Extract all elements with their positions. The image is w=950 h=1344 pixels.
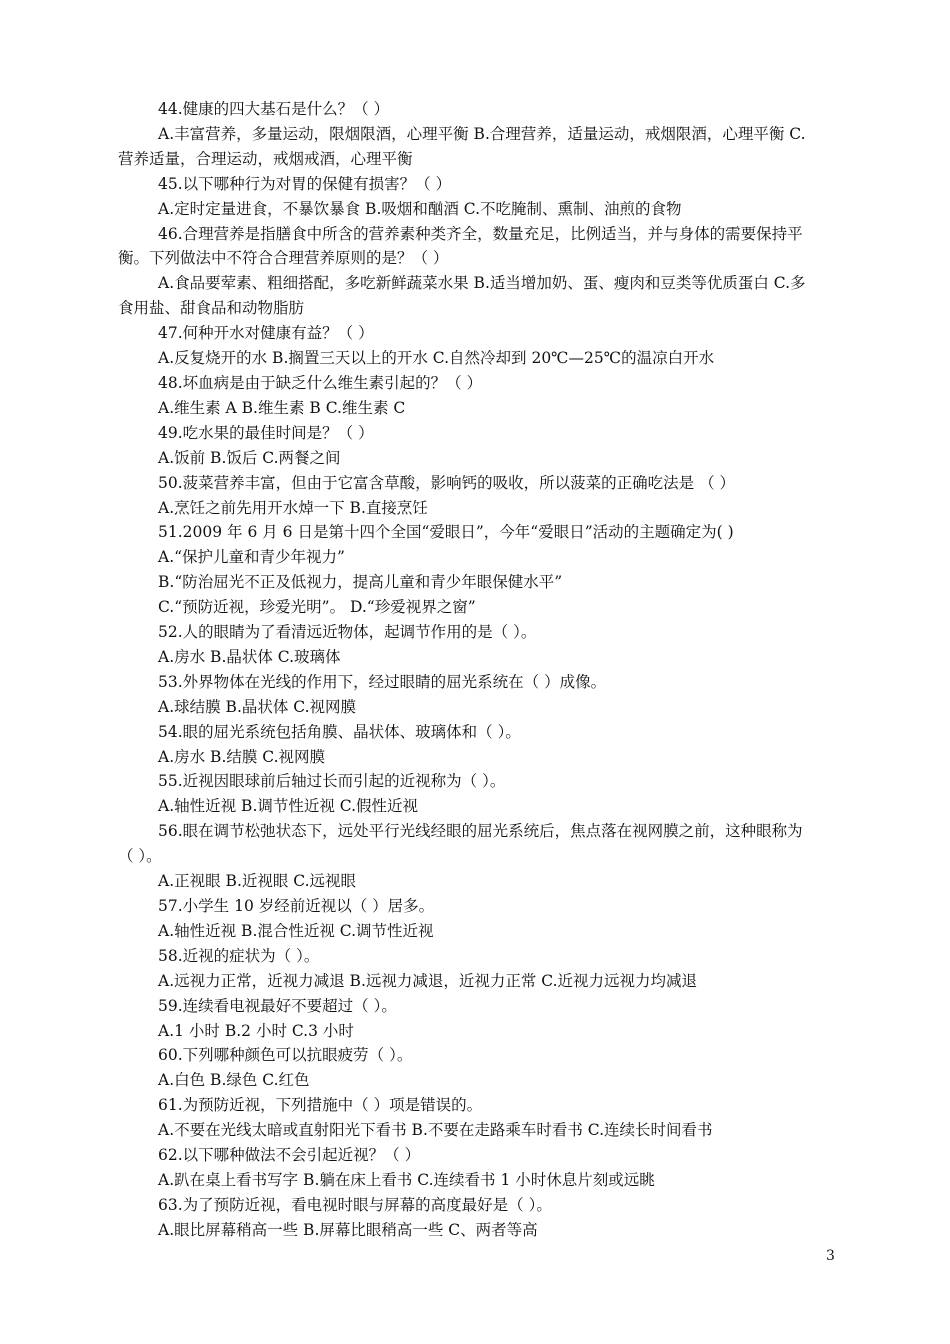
question-line: 44.健康的四大基石是什么？（ ） <box>158 100 390 118</box>
options-line: A.轴性近视 B.混合性近视 C.调节性近视 <box>158 921 434 940</box>
question-line: 58.近视的症状为（ ）。 <box>158 946 320 965</box>
question-line: 57.小学生 10 岁经前近视以（ ）居多。 <box>158 897 435 915</box>
question-line: 61.为预防近视，下列措施中（ ）项是错误的。 <box>158 1096 483 1115</box>
options-line: A.趴在桌上看书写字 B.躺在床上看书 C.连续看书 1 小时休息片刻或远眺 <box>158 1170 655 1189</box>
options-line: A.球结膜 B.晶状体 C.视网膜 <box>158 697 357 716</box>
question-line: 59.连续看电视最好不要超过（ ）。 <box>158 996 397 1015</box>
options-line: A.轴性近视 B.调节性近视 C.假性近视 <box>158 797 419 816</box>
options-line: A.1 小时 B.2 小时 C.3 小时 <box>158 1021 354 1040</box>
options-line: A.维生素 A B.维生素 B C.维生素 C <box>158 398 406 417</box>
continuation-line: （ ）。 <box>118 847 162 866</box>
options-line: A.眼比屏幕稍高一些 B.屏幕比眼稍高一些 C、两者等高 <box>158 1220 538 1239</box>
options-line: A.饭前 B.饭后 C.两餐之间 <box>158 448 341 467</box>
options-line: A.房水 B.结膜 C.视网膜 <box>158 747 326 766</box>
options-line: A.白色 B.绿色 C.红色 <box>158 1071 310 1090</box>
question-line: 46.合理营养是指膳食中所含的营养素种类齐全，数量充足，比例适当，并与身体的需要保持平 <box>158 224 803 243</box>
question-line: 47.何种开水对健康有益？（ ） <box>158 324 374 343</box>
page-number: 3 <box>826 1248 835 1264</box>
question-line: 62.以下哪种做法不会引起近视？（ ） <box>158 1146 421 1165</box>
options-line: C.“预防近视，珍爱光明”。 D.“珍爱视界之窗” <box>158 598 476 617</box>
question-line: 56.眼在调节松弛状态下，远处平行光线经眼的屈光系统后，焦点落在视网膜之前，这种眼称为 <box>158 822 803 841</box>
options-line: A.“保护儿童和青少年视力” <box>158 548 345 567</box>
options-line: A.房水 B.晶状体 C.玻璃体 <box>158 647 341 666</box>
continuation-line: 营养适量，合理运动，戒烟戒酒，心理平衡 <box>118 149 413 168</box>
question-line: 55.近视因眼球前后轴过长而引起的近视称为（ ）。 <box>158 772 506 791</box>
continuation-line: 食用盐、甜食品和动物脂肪 <box>118 299 305 318</box>
question-line: 51.2009 年 6 月 6 日是第十四个全国“爱眼日”，今年“爱眼日”活动的主题确定为( ) <box>158 523 734 542</box>
question-line: 52.人的眼睛为了看清远近物体，起调节作用的是（ ）。 <box>158 623 537 642</box>
question-list <box>118 97 844 1243</box>
question-line: 48.坏血病是由于缺乏什么维生素引起的？（ ） <box>158 373 483 392</box>
options-line: A.食品要荤素、粗细搭配，多吃新鲜蔬菜水果 B.适当增加奶、蛋、瘦肉和豆类等优质蛋白 C.多 <box>158 274 806 293</box>
options-line: A.丰富营养，多量运动，限烟限酒，心理平衡 B.合理营养，适量运动，戒烟限酒，心理平衡 C. <box>158 124 806 143</box>
options-line: A.正视眼 B.近视眼 C.远视眼 <box>158 872 357 891</box>
question-line: 50.菠菜营养丰富，但由于它富含草酸，影响钙的吸收，所以菠菜的正确吃法是 （ ） <box>158 473 736 492</box>
question-line: 53.外界物体在光线的作用下，经过眼睛的屈光系统在（ ）成像。 <box>158 672 607 691</box>
options-line: A.烹饪之前先用开水焯一下 B.直接烹饪 <box>158 498 428 517</box>
options-line: B.“防治屈光不正及低视力，提高儿童和青少年眼保健水平” <box>158 573 563 592</box>
question-line: 45.以下哪种行为对胃的保健有损害？（ ） <box>158 174 452 193</box>
question-line: 49.吃水果的最佳时间是？（ ） <box>158 423 374 442</box>
question-line: 63.为了预防近视，看电视时眼与屏幕的高度最好是（ ）。 <box>158 1195 552 1214</box>
question-line: 54.眼的屈光系统包括角膜、晶状体、玻璃体和（ ）。 <box>158 722 521 741</box>
options-line: A.不要在光线太暗或直射阳光下看书 B.不要在走路乘车时看书 C.连续长时间看书 <box>158 1121 713 1140</box>
options-line: A.定时定量进食，不暴饮暴食 B.吸烟和酗酒 C.不吃腌制、熏制、油煎的食物 <box>158 199 682 218</box>
continuation-line: 衡。下列做法中不符合合理营养原则的是？（ ） <box>118 249 449 268</box>
options-line: A.远视力正常，近视力减退 B.远视力减退，近视力正常 C.近视力远视力均减退 <box>158 971 698 990</box>
question-line: 60.下列哪种颜色可以抗眼疲劳（ ）。 <box>158 1046 413 1065</box>
options-line: A.反复烧开的水 B.搁置三天以上的开水 C.自然冷却到 20℃—25℃的温凉白开水 <box>158 349 715 368</box>
